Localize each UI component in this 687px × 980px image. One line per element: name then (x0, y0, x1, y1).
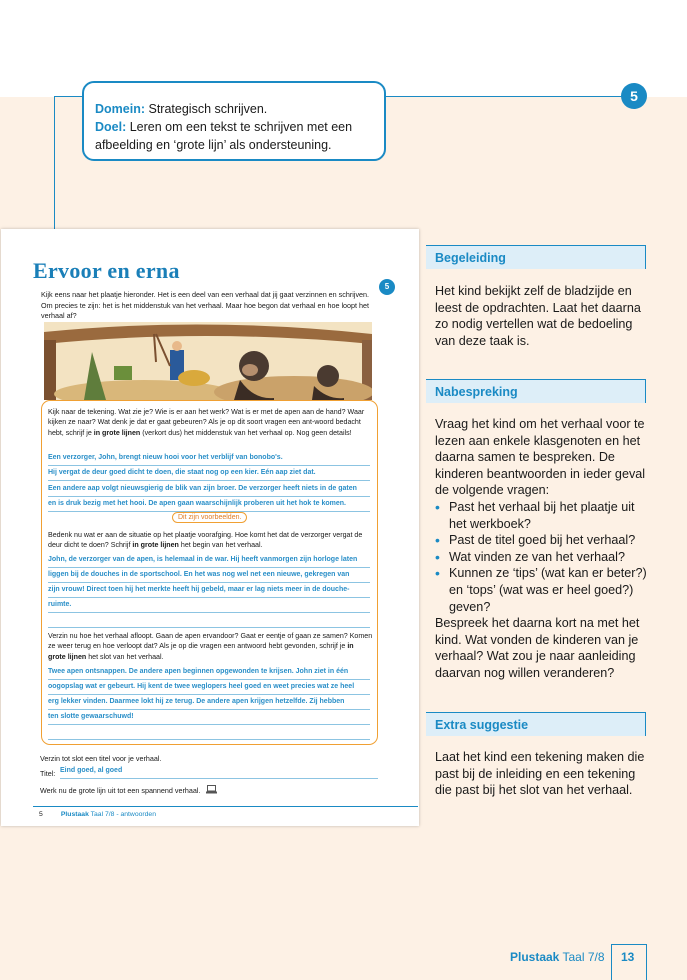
answer-line-empty[interactable] (48, 613, 370, 628)
header-rule-right (386, 96, 622, 97)
domain-label: Domein: (95, 102, 145, 116)
footer-rule-right (646, 944, 647, 980)
nabespreking-outro: Bespreek het daarna kort na met het kind. Wat vonden de kinderen van je verhaal? Wat zou je naar aanleiding daarvan nog willen veranderen? (435, 616, 640, 680)
answer-line-empty[interactable] (48, 725, 370, 740)
laptop-icon (206, 785, 217, 797)
answer-line[interactable]: oogopslag wat er gebeurt. Hij kent de twee weglopers heel goed en weet precies wat ze heel (48, 680, 370, 695)
footer-brand: Plustaak (510, 950, 560, 964)
question-1-bold: in grote lijnen (93, 428, 141, 437)
question-3-bold: in grote lijnen (48, 642, 354, 661)
nabespreking-intro: Vraag het kind om het verhaal voor te lezen aan enkele klasgenoten en het daarna samen te bespreken. De kinderen beantwoorden in ieder geval de volgende vragen: (435, 417, 646, 498)
question-1-text-end: (verkort dus) het middenstuk van het verhaal op. Nog geen details! (140, 428, 352, 437)
answer-line[interactable]: Een andere aap volgt nieuwsgierig de blik van zijn broer. De verzorger heeft niets in de gaten (48, 482, 370, 497)
footer-series: Taal 7/8 (562, 950, 605, 964)
answer-line[interactable]: ten slotte gewaarschuwd! (48, 710, 370, 725)
question-3-text: Verzin nu hoe het verhaal afloopt. Gaan de apen ervandoor? Gaat er eentje of gaan ze samen? Komen ze weer terug en hoe verloopt dat? Als je op die vragen een antwoord hebt gevonden, schrijf je (48, 632, 373, 651)
list-item: • Past de titel goed bij het verhaal? (449, 532, 650, 549)
worksheet-footer-text: Taal 7/8 - antwoorden (90, 811, 156, 818)
question-3 (48, 631, 373, 662)
goal-value: Leren om een tekst te schrijven met een afbeelding en ‘grote lijn’ als ondersteuning. (95, 120, 353, 152)
example-tag: Dit zijn voorbeelden. (172, 512, 247, 523)
question-2-text: Bedenk nu wat er aan de situatie op het plaatje voorafging. Hoe komt het dat de verzorger vergat de deur dicht te doen? Schrijf (48, 531, 363, 550)
domain-value: Strategisch schrijven. (148, 102, 268, 116)
extra-suggestie-text: Laat het kind een tekening maken die past bij de inleiding en een tekening die past bij het slot van het verhaal. (435, 750, 645, 798)
answer-line[interactable]: ruimte. (48, 598, 370, 613)
answer-line[interactable]: John, de verzorger van de apen, is helemaal in de war. Hij heeft vanmorgen zijn horloge laten (48, 553, 370, 568)
header-rule (54, 96, 82, 97)
question-3-text-end: het slot van het verhaal. (86, 652, 164, 661)
list-item: • Past het verhaal bij het plaatje uit het werkboek? (449, 499, 650, 532)
monkey-enclosure-illustration (44, 322, 372, 400)
answer-line[interactable]: Hij vergat de deur goed dicht te doen, die staat nog op een kier. Eén aap ziet dat. (48, 466, 370, 481)
nabespreking-list (435, 499, 650, 615)
answer-line[interactable]: Twee apen ontsnappen. De andere apen beginnen opgewonden te krijsen. John ziet in één (48, 665, 370, 680)
answer-line[interactable]: liggen bij de douches in de sportschool. En het was nog wel net een nieuwe, gekregen van (48, 568, 370, 583)
worksheet-footer (33, 806, 418, 818)
begeleiding-text: Het kind bekijkt zelf de bladzijde en leest de opdrachten. Laat het daarna zo nodig vertellen wat de bedoeling van deze taak is. (435, 284, 641, 348)
question-2 (48, 530, 373, 551)
question-2-text-end: het begin van het verhaal. (178, 541, 263, 550)
list-item: • Kunnen ze ‘tips’ (wat kan er beter?) en ‘tops’ (wat was er heel goed?) geven? (449, 565, 650, 615)
title-answer[interactable]: Eind goed, al goed (60, 767, 378, 779)
answer-line[interactable]: zijn vrouw! Direct toen hij het merkte heeft hij gebeld, maar er lag niets meer in de douche- (48, 583, 370, 598)
page-footer-brand (510, 950, 605, 964)
left-connector (54, 96, 55, 230)
final-prompt (40, 785, 217, 797)
answer-line[interactable]: erg lekker vinden. Daarmee lokt hij ze terug. De andere apen krijgen hetzelfde. Zij hebben (48, 695, 370, 710)
worksheet-footer-brand: Plustaak (60, 811, 89, 818)
question-2-bold: in grote lijnen (132, 541, 179, 550)
worksheet-title: Ervoor en erna (33, 258, 180, 283)
footer-rule (611, 944, 647, 945)
question-1 (48, 407, 373, 438)
nabespreking-body (435, 416, 650, 682)
worksheet-intro: Kijk eens naar het plaatje hieronder. Het is een deel van een verhaal dat jij gaat verzinnen en schrijven. Om precies te zijn: het is het middenstuk van het verhaal. Maar hoe begon dat verhaal en hoe loopt het verhaal af? (41, 290, 370, 320)
extra-suggestie-heading: Extra suggestie (426, 712, 646, 736)
question-1-text: Kijk naar de tekening. Wat zie je? Wie is er aan het werk? Wat is er met de apen aan de hand? Waar kijken ze naar? Wat denk je dat er gaat gebeuren? Als je op dit soort vragen een ant-woord bedacht hebt, schrijf je (48, 408, 365, 437)
worksheet-footer-number: 5 (39, 811, 43, 818)
page-number: 13 (621, 950, 635, 964)
title-label: Titel: (40, 769, 56, 778)
goal-label: Doel: (95, 120, 127, 134)
final-prompt-text: Werk nu de grote lijn uit tot een spannend verhaal. (40, 785, 201, 795)
footer-rule-left (611, 944, 612, 980)
begeleiding-heading: Begeleiding (426, 245, 646, 269)
lesson-number-badge: 5 (621, 83, 647, 109)
answer-line[interactable]: en is druk bezig met het hooi. De apen gaan waarschijnlijk proberen uit het hok te komen. (48, 497, 370, 512)
nabespreking-heading: Nabespreking (426, 379, 646, 403)
worksheet-badge: 5 (379, 279, 395, 295)
list-item: • Wat vinden ze van het verhaal? (449, 549, 650, 566)
domain-goal-box (82, 81, 386, 161)
title-prompt: Verzin tot slot een titel voor je verhaal. (40, 754, 162, 763)
answer-line[interactable]: Een verzorger, John, brengt nieuw hooi voor het verblijf van bonobo's. (48, 451, 370, 466)
